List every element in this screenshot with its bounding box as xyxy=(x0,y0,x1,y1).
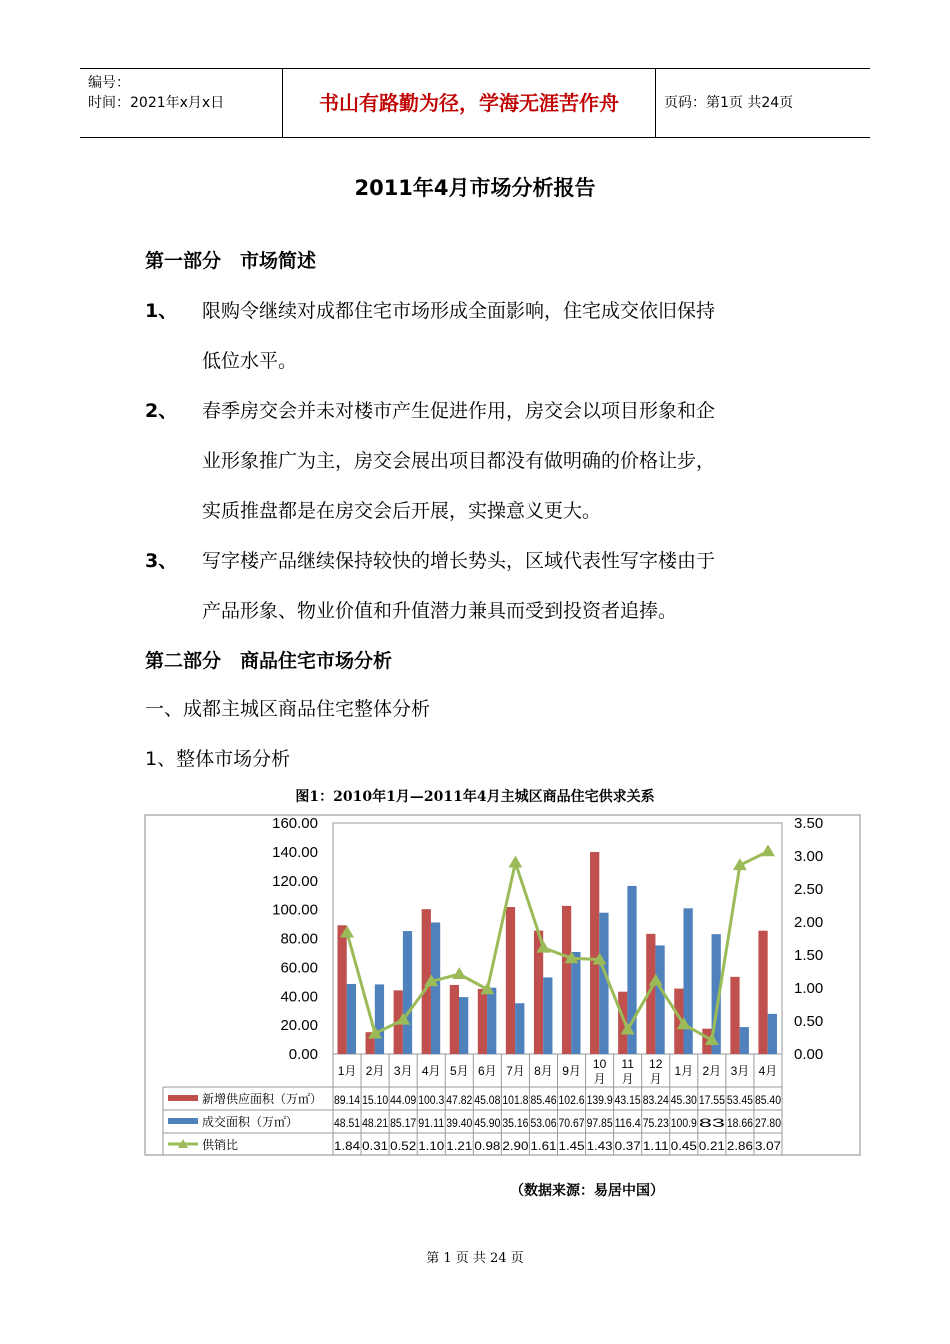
table-value: 44.09 xyxy=(390,1095,417,1107)
x-tick-label: 12 xyxy=(649,1057,663,1071)
y-left-tick-label: 0.00 xyxy=(288,1046,318,1063)
y-right-tick-label: 0.50 xyxy=(794,1013,824,1030)
y-left-tick-label: 20.00 xyxy=(280,1017,318,1035)
table-value: 35.16 xyxy=(502,1118,529,1130)
table-value: 45.30 xyxy=(670,1095,697,1107)
table-value: 101.8 xyxy=(502,1095,529,1107)
table-value: 70.67 xyxy=(558,1118,585,1130)
legend-label-ratio: 供销比 xyxy=(202,1138,239,1152)
item-number: 2、 xyxy=(145,400,178,422)
item-text: 限购令继续对成都住宅市场形成全面影响，住宅成交依旧保持 xyxy=(202,300,716,322)
x-tick-label: 5月 xyxy=(449,1064,469,1078)
y-left-tick-label: 40.00 xyxy=(280,988,318,1006)
table-value: 18.66 xyxy=(726,1118,753,1130)
table-value: 116.4 xyxy=(614,1118,642,1130)
legend-label-supply: 新增供应面积（万㎡） xyxy=(202,1092,323,1106)
table-value: 1.84 xyxy=(334,1141,361,1153)
supply-bar xyxy=(562,906,571,1054)
deal-bar xyxy=(347,984,356,1054)
deal-bar xyxy=(571,952,580,1054)
x-tick-label: 月 xyxy=(649,1072,662,1086)
table-value: 102.6 xyxy=(558,1095,585,1107)
y-right-tick-label: 3.00 xyxy=(794,848,824,865)
supply-bar xyxy=(450,985,459,1054)
x-tick-label: 4月 xyxy=(758,1064,778,1078)
table-value: 0.98 xyxy=(474,1141,501,1153)
doc-title: 2011年4月市场分析报告 xyxy=(354,176,596,200)
x-tick-label: 11 xyxy=(621,1057,634,1071)
table-value: 47.82 xyxy=(446,1095,473,1107)
y-right-tick-label: 2.50 xyxy=(794,881,824,898)
deal-bar xyxy=(599,913,608,1054)
table-value: 3.07 xyxy=(754,1141,781,1153)
deal-bar xyxy=(740,1027,749,1054)
table-value: 85.17 xyxy=(390,1118,417,1130)
x-tick-label: 1月 xyxy=(674,1064,694,1078)
item-text: 春季房交会并未对楼市产生促进作用，房交会以项目形象和企 xyxy=(202,400,716,422)
deal-bar xyxy=(459,997,468,1054)
table-value: 1.10 xyxy=(418,1141,445,1153)
table-value: 53.06 xyxy=(530,1118,557,1130)
figure-caption: 图1：2010年1月—2011年4月主城区商品住宅供求关系 xyxy=(295,789,655,805)
item-text: 写字楼产品继续保持较快的增长势头，区域代表性写字楼由于 xyxy=(202,550,716,572)
x-tick-label: 9月 xyxy=(562,1064,581,1078)
table-value: 17.55 xyxy=(698,1095,725,1107)
x-tick-label: 1月 xyxy=(337,1064,357,1078)
item-text: 业形象推广为主，房交会展出项目都没有做明确的价格让步， xyxy=(202,450,716,472)
item-text: 低位水平。 xyxy=(202,350,298,372)
item-text: 实质推盘都是在房交会后开展，实操意义更大。 xyxy=(202,500,602,522)
table-value: 139.9 xyxy=(586,1095,613,1107)
item-text: 产品形象、物业价值和升值潜力兼具而受到投资者追捧。 xyxy=(202,600,678,622)
table-value: 39.40 xyxy=(446,1118,473,1130)
y-right-tick-label: 1.00 xyxy=(794,980,824,997)
supply-bar xyxy=(758,931,767,1054)
deal-bar xyxy=(515,1003,524,1054)
table-value: 100.9 xyxy=(670,1118,697,1130)
x-tick-label: 10 xyxy=(592,1057,607,1071)
header-page-info: 页码：第1页 共24页 xyxy=(664,95,794,111)
data-source: （数据来源：易居中国） xyxy=(510,1183,664,1199)
supply-bar xyxy=(730,977,739,1054)
table-value: 1.61 xyxy=(530,1141,557,1153)
legend-swatch-deal xyxy=(168,1118,198,1124)
x-tick-label: 2月 xyxy=(702,1064,722,1078)
supply-bar xyxy=(590,852,599,1054)
table-value: 27.80 xyxy=(754,1118,781,1130)
x-tick-label: 2月 xyxy=(365,1064,385,1078)
x-tick-label: 月 xyxy=(593,1072,606,1086)
table-value: 53.45 xyxy=(726,1095,753,1107)
table-value: 100.3 xyxy=(418,1095,445,1107)
table-value: 0.31 xyxy=(362,1141,389,1153)
table-value: 0.52 xyxy=(390,1141,417,1153)
item-number: 3、 xyxy=(145,550,178,572)
supply-bar xyxy=(478,989,487,1054)
table-value: 91.11 xyxy=(418,1118,445,1130)
y-left-tick-label: 140.00 xyxy=(272,843,318,861)
supply-bar xyxy=(337,925,346,1054)
deal-bar xyxy=(655,945,664,1054)
x-tick-label: 4月 xyxy=(421,1064,441,1078)
table-value: 97.85 xyxy=(586,1118,613,1130)
time-label: 时间：2021年x月x日 xyxy=(88,95,225,111)
subsection-heading: 1、整体市场分析 xyxy=(145,748,291,770)
table-value: 0.45 xyxy=(670,1141,697,1153)
number-label: 编号： xyxy=(88,75,130,91)
table-value: 2.86 xyxy=(726,1141,753,1153)
y-left-tick-label: 60.00 xyxy=(280,959,318,977)
part1-heading: 第一部分 市场简述 xyxy=(145,250,317,272)
y-left-tick-label: 100.00 xyxy=(272,901,318,919)
legend-label-deal: 成交面积（万㎡） xyxy=(202,1115,299,1129)
table-value: 89.14 xyxy=(334,1095,361,1107)
item-number: 1、 xyxy=(145,300,178,322)
table-value: 0.21 xyxy=(698,1141,725,1153)
section-heading: 一、成都主城区商品住宅整体分析 xyxy=(145,698,431,720)
header-motto: 书山有路勤为径，学海无涯苦作舟 xyxy=(282,69,656,137)
deal-bar xyxy=(431,922,440,1054)
x-tick-label: 8月 xyxy=(534,1064,553,1078)
table-value: 43.15 xyxy=(614,1095,641,1107)
y-right-tick-label: 1.50 xyxy=(794,947,824,964)
table-value: 2.90 xyxy=(502,1141,529,1153)
x-tick-label: 3月 xyxy=(393,1064,413,1078)
deal-bar xyxy=(403,931,412,1054)
table-value: 1.21 xyxy=(446,1141,473,1153)
y-left-tick-label: 80.00 xyxy=(280,930,318,948)
legend-swatch-supply xyxy=(168,1095,198,1101)
part2-heading: 第二部分 商品住宅市场分析 xyxy=(145,650,393,672)
table-value: 75.23 xyxy=(642,1118,669,1130)
table-value: 48.51 xyxy=(334,1118,361,1130)
deal-bar xyxy=(543,977,552,1054)
table-value: 1.43 xyxy=(586,1141,613,1153)
table-value: 45.90 xyxy=(474,1118,501,1130)
x-tick-label: 3月 xyxy=(730,1064,750,1078)
deal-bar xyxy=(487,988,496,1054)
ratio-point xyxy=(761,844,775,856)
page-footer: 第 1 页 共 24 页 xyxy=(426,1251,524,1266)
y-left-tick-label: 120.00 xyxy=(272,872,318,890)
y-left-tick-label: 160.00 xyxy=(272,815,318,832)
x-tick-label: 7月 xyxy=(506,1064,525,1078)
deal-bar xyxy=(684,908,693,1054)
ratio-point xyxy=(508,856,522,868)
supply-bar xyxy=(506,907,515,1054)
table-value: 48.21 xyxy=(362,1118,389,1130)
table-value: 83 xyxy=(698,1118,725,1130)
table-value: 1.11 xyxy=(642,1141,669,1153)
x-tick-label: 6月 xyxy=(478,1064,497,1078)
deal-bar xyxy=(375,984,384,1054)
x-tick-label: 月 xyxy=(621,1072,634,1086)
table-value: 0.37 xyxy=(614,1141,641,1153)
y-right-tick-label: 2.00 xyxy=(794,914,824,931)
y-right-tick-label: 3.50 xyxy=(794,815,824,832)
y-right-tick-label: 0.00 xyxy=(794,1046,824,1063)
table-value: 85.40 xyxy=(754,1095,781,1107)
table-value: 45.08 xyxy=(474,1095,501,1107)
deal-bar xyxy=(768,1014,777,1054)
table-value: 1.45 xyxy=(558,1141,585,1153)
table-value: 15.10 xyxy=(362,1095,389,1107)
table-value: 83.24 xyxy=(642,1095,670,1107)
ratio-point xyxy=(452,967,466,979)
table-value: 85.46 xyxy=(530,1095,557,1107)
